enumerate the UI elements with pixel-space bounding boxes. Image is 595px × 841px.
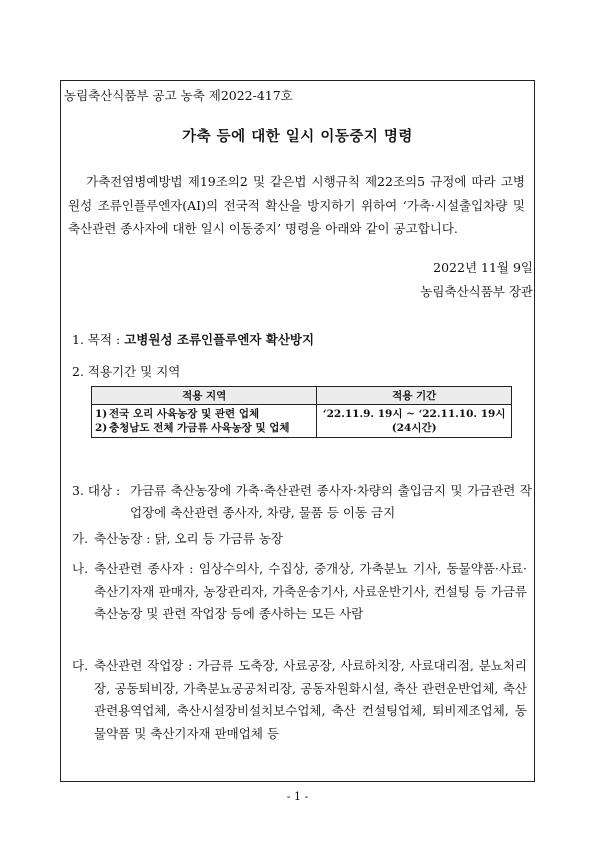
section-purpose-label: 1. 목적 : xyxy=(72,332,121,347)
region-num: 1) xyxy=(95,408,108,420)
period-duration: (24시간) xyxy=(391,422,437,434)
region-item xyxy=(95,407,313,421)
list-item-label: 나. xyxy=(72,561,89,576)
list-item xyxy=(72,558,527,626)
notice-number: 농림축산식품부 공고 농축 제2022-417호 xyxy=(64,88,293,103)
table-header-row xyxy=(92,387,512,405)
section-target-text: 가금류 축산농장에 가축·축산관련 종사자·차량의 출입금지 및 가금관련 작업장에 축산관련 종사자, 차량, 물품 등 이동 금지 xyxy=(130,483,532,520)
header-period: 적용 기간 xyxy=(317,387,512,405)
area-period-table xyxy=(91,386,512,438)
table-row xyxy=(92,405,512,438)
signature: 농림축산식품부 장관 xyxy=(420,284,533,299)
region-item xyxy=(95,421,313,435)
page-title: 가축 등에 대한 일시 이동중지 명령 xyxy=(182,128,413,145)
region-text: 충청남도 전체 가금류 사육농장 및 업체 xyxy=(109,422,290,434)
section-purpose xyxy=(72,330,314,348)
list-item-text: 축산관련 종사자 : 임상수의사, 수집상, 중개상, 가축분뇨 기사, 동물약품·사료·축산기자재 판매자, 농장관리자, 가축운송기사, 사료운반기사, 컨설팅 등 가금류 축산농장 및 관련 작업장 등에 종사하는 모든 사람 xyxy=(94,561,527,621)
list-item xyxy=(72,528,283,551)
region-cell xyxy=(92,405,317,438)
list-item-text: 축산관련 작업장 : 가금류 도축장, 사료공장, 사료하치장, 사료대리점, 분뇨처리장, 공동퇴비장, 가축분뇨공공처리장, 공동자원화시설, 축산 관련운반업체, 축산관련용역업체, 축산시설장비설치보수업체, 축산 컨설팅업체, 퇴비제조업체, 동물약품 및 축산기자재 판매업체 등 xyxy=(94,658,527,741)
notice-date: 2022년 11월 9일 xyxy=(433,260,533,275)
list-item-label: 가. xyxy=(72,531,89,546)
section-purpose-value: 고병원성 조류인플루엔자 확산방지 xyxy=(124,332,315,347)
region-text: 전국 오리 사육농장 및 관련 업체 xyxy=(109,408,260,420)
section-target xyxy=(72,480,532,523)
list-item-label: 다. xyxy=(72,658,89,673)
page-number: - 1 - xyxy=(286,790,309,803)
section-period-label: 2. 적용기간 및 지역 xyxy=(72,364,181,379)
period-cell xyxy=(317,405,512,438)
intro-paragraph: 가축전염병예방법 제19조의2 및 같은법 시행규칙 제22조의5 규정에 따라 고병원성 조류인플루엔자(AI)의 전국적 확산을 방지하기 위하여 ‘가축·시설출입차량 및 축산관련 종사자에 대한 일시 이동중지’ 명령을 아래와 같이 공고합니다. xyxy=(68,174,525,236)
section-target-label: 3. 대상 : xyxy=(72,483,121,498)
list-item-text: 축산농장 : 닭, 오리 등 가금류 농장 xyxy=(94,531,284,546)
list-item xyxy=(72,655,527,745)
header-region: 적용 지역 xyxy=(92,387,317,405)
period-line: ‘22.11.9. 19시 ~ ‘22.11.10. 19시 xyxy=(322,408,506,420)
region-num: 2) xyxy=(95,422,108,434)
